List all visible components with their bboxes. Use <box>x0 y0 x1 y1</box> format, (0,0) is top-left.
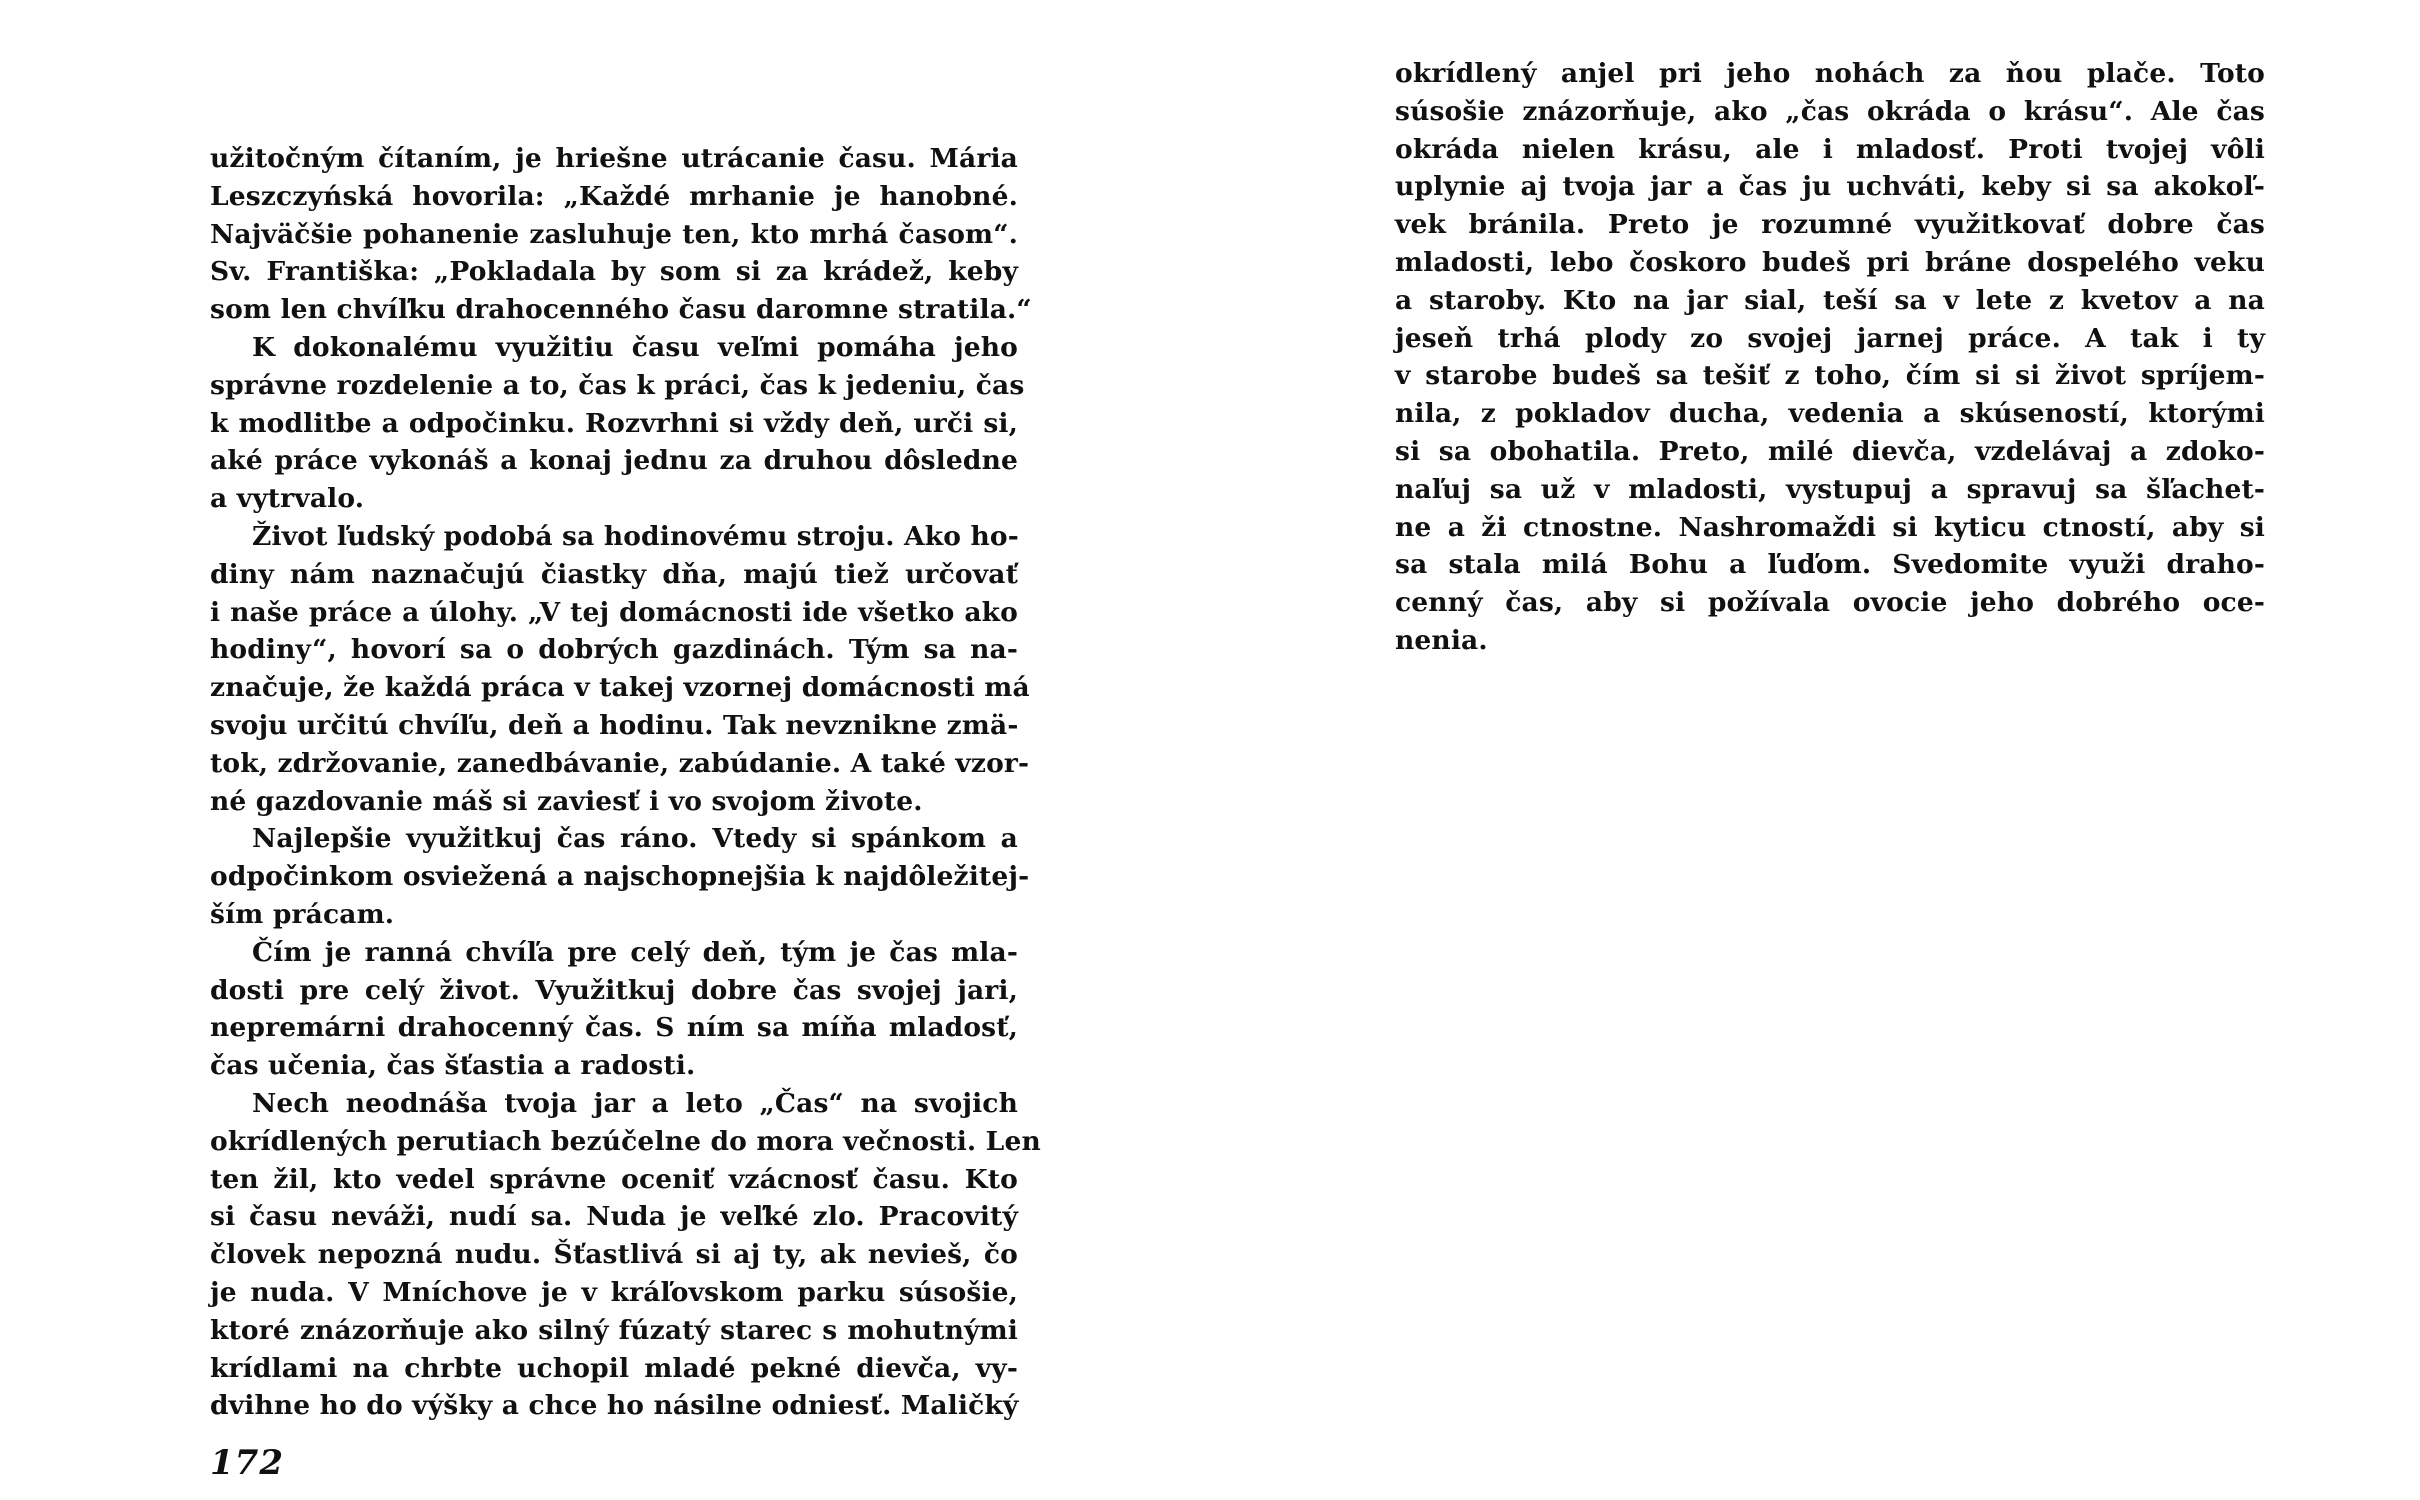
text-line: je nuda. V Mníchove je v kráľovskom parku súsošie, <box>210 1276 1018 1308</box>
text-line: v starobe budeš sa tešiť z toho, čím si si život spríjem- <box>1395 360 2265 392</box>
text-line: si času neváži, nudí sa. Nuda je veľké zlo. Pracovitý <box>210 1201 1018 1233</box>
text-line: a staroby. Kto na jar sial, teší sa v lete z kvetov a na <box>1395 284 2265 316</box>
text-line: k modlitbe a odpočinku. Rozvrhni si vždy deň, urči si, <box>210 407 1018 439</box>
text-line: diny nám naznačujú čiastky dňa, majú tiež určovať <box>210 558 1018 590</box>
text-line: i naše práce a úlohy. „V tej domácnosti ide všetko ako <box>210 596 1018 628</box>
text-line: nenia. <box>1395 624 1488 656</box>
text-line: si sa obohatila. Preto, milé dievča, vzdelávaj a zdoko- <box>1395 435 2265 467</box>
text-line: krídlami na chrbte uchopil mladé pekné dievča, vy- <box>210 1352 1018 1384</box>
text-line: dvihne ho do výšky a chce ho násilne odniesť. Maličký <box>210 1390 1019 1422</box>
text-line: a vytrvalo. <box>210 483 365 515</box>
text-line: dosti pre celý život. Využitkuj dobre čas svojej jari, <box>210 974 1018 1006</box>
text-line: správne rozdelenie a to, čas k práci, čas k jedeniu, čas <box>210 369 1025 401</box>
text-line: svoju určitú chvíľu, deň a hodinu. Tak nevznikne zmä- <box>210 709 1019 741</box>
text-line: značuje, že každá práca v takej vzornej domácnosti má <box>210 672 1030 704</box>
text-line: Nech neodnáša tvoja jar a leto „Čas“ na svojich <box>252 1087 1018 1119</box>
page-number: 172 <box>210 1443 284 1483</box>
text-line: ktoré znázorňuje ako silný fúzatý starec s mohutnými <box>210 1314 1018 1346</box>
text-line: vek bránila. Preto je rozumné využitkovať dobre čas <box>1395 209 2265 241</box>
text-line: né gazdovanie máš si zaviesť i vo svojom živote. <box>210 785 923 817</box>
text-line: jeseň trhá plody zo svojej jarnej práce. A tak i ty <box>1395 322 2265 354</box>
text-line: okrídlených perutiach bezúčelne do mora večnosti. Len <box>210 1125 1041 1157</box>
text-line: ším prácam. <box>210 898 395 930</box>
text-line: sa stala milá Bohu a ľuďom. Svedomite využi draho- <box>1395 549 2265 581</box>
right-page <box>1210 0 2420 1500</box>
text-line: okráda nielen krásu, ale i mladosť. Proti tvojej vôli <box>1395 133 2265 165</box>
text-line: čas učenia, čas šťastia a radosti. <box>210 1050 696 1082</box>
text-line: cenný čas, aby si požívala ovocie jeho dobrého oce- <box>1395 587 2265 619</box>
text-line: Život ľudský podobá sa hodinovému stroju. Ako ho- <box>252 520 1019 552</box>
text-line: aké práce vykonáš a konaj jednu za druhou dôsledne <box>210 445 1018 477</box>
right-text-column <box>1395 55 2265 660</box>
text-line: tok, zdržovanie, zanedbávanie, zabúdanie. A také vzor- <box>210 747 1030 779</box>
text-line: naľuj sa už v mladosti, vystupuj a spravuj sa šľachet- <box>1395 473 2265 505</box>
text-line: uplynie aj tvoja jar a čas ju uchváti, keby si sa akokoľ- <box>1395 171 2265 203</box>
text-line: K dokonalému využitiu času veľmi pomáha jeho <box>252 331 1018 363</box>
text-line: odpočinkom osviežená a najschopnejšia k najdôležitej- <box>210 861 1030 893</box>
text-line: nila, z pokladov ducha, vedenia a skúseností, ktorými <box>1395 398 2265 430</box>
text-line: Leszczyńská hovorila: „Každé mrhanie je hanobné. <box>210 180 1018 212</box>
text-line: užitočným čítaním, je hriešne utrácanie času. Mária <box>210 143 1018 174</box>
text-line: som len chvíľku drahocenného času daromne stratila.“ <box>210 294 1032 326</box>
text-line: hodiny“, hovorí sa o dobrých gazdinách. Tým sa na- <box>210 634 1018 666</box>
text-line: súsošie znázorňuje, ako „čas okráda o krásu“. Ale čas <box>1395 95 2265 127</box>
text-line: okrídlený anjel pri jeho nohách za ňou plače. Toto <box>1395 58 2265 89</box>
text-line: mladosti, lebo čoskoro budeš pri bráne dospelého veku <box>1395 246 2265 278</box>
text-line: Najlepšie využitkuj čas ráno. Vtedy si spánkom a <box>252 823 1018 855</box>
text-line: ten žil, kto vedel správne oceniť vzácnosť času. Kto <box>210 1163 1018 1195</box>
text-line: človek nepozná nudu. Šťastlivá si aj ty, ak nevieš, čo <box>210 1239 1018 1271</box>
text-line: ne a ži ctnostne. Nashromaždi si kyticu ctností, aby si <box>1395 511 2265 543</box>
text-line: Najväčšie pohanenie zasluhuje ten, kto mrhá časom“. <box>210 218 1018 250</box>
text-line: Sv. Františka: „Pokladala by som si za krádež, keby <box>210 256 1018 288</box>
left-text-column <box>210 140 1041 1425</box>
text-line: Čím je ranná chvíľa pre celý deň, tým je čas mla- <box>252 936 1018 968</box>
text-line: nepremárni drahocenný čas. S ním sa míňa mladosť, <box>210 1012 1018 1044</box>
